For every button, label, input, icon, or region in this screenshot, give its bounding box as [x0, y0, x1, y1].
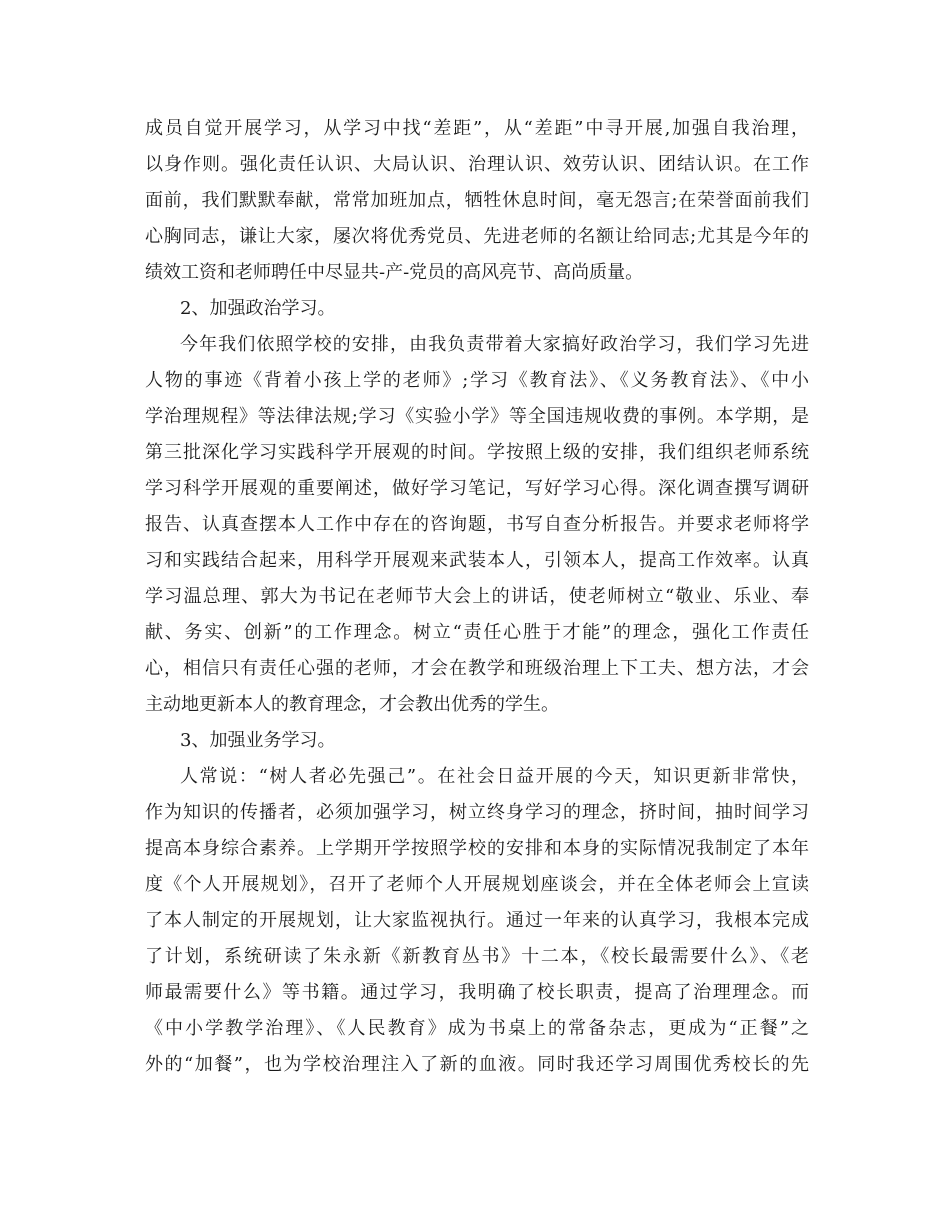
text-line: 了本人制定的开展规划，让大家监视执行。通过一年来的认真学习，我根本完成: [145, 910, 809, 931]
text-line: 作为知识的传播者，必须加强学习，树立终身学习的理念，挤时间，抽时间学习: [145, 802, 809, 823]
document-body: [145, 111, 809, 1083]
text-line: 师最需要什么》等书籍。通过学习，我明确了校长职责，提高了治理理念。而: [145, 982, 809, 1003]
text-line: 报告、认真查摆本人工作中存在的咨询题，书写自查分析报告。并要求老师将学: [145, 514, 809, 535]
text-line: 度《个人开展规划》，召开了老师个人开展规划座谈会，并在全体老师会上宣读: [145, 874, 809, 895]
text-line: 学治理规程》等法律法规;学习《实验小学》等全国违规收费的事例。本学期，是: [145, 406, 809, 427]
text-line: 面前，我们默默奉献，常常加班加点，牺牲休息时间，毫无怨言;在荣誉面前我们: [145, 190, 809, 211]
text-line: 外的“加餐”，也为学校治理注入了新的血液。同时我还学习周围优秀校长的先: [145, 1054, 809, 1075]
text-line: 心，相信只有责任心强的老师，才会在教学和班级治理上下工夫、想方法，才会: [145, 658, 809, 679]
text-line: 2、加强政治学习。: [180, 298, 336, 319]
text-line: 习和实践结合起来，用科学开展观来武装本人，引领本人，提高工作效率。认真: [145, 550, 809, 571]
text-line: 成员自觉开展学习，从学习中找“差距”，从“差距”中寻开展,加强自我治理，: [145, 118, 809, 139]
text-line: 绩效工资和老师聘任中尽显共-产-党员的高风亮节、高尚质量。: [145, 262, 644, 283]
text-line: 学习科学开展观的重要阐述，做好学习笔记，写好学习心得。深化调查撰写调研: [145, 478, 809, 499]
text-line: 人常说：“树人者必先强己”。在社会日益开展的今天，知识更新非常快，: [180, 766, 809, 787]
text-line: 心胸同志，谦让大家，屡次将优秀党员、先进老师的名额让给同志;尤其是今年的: [145, 226, 809, 247]
text-line: 献、务实、创新”的工作理念。树立“责任心胜于才能”的理念，强化工作责任: [145, 622, 809, 643]
text-line: 主动地更新本人的教育理念，才会教出优秀的学生。: [145, 694, 559, 715]
text-line: 第三批深化学习实践科学开展观的时间。学按照上级的安排，我们组织老师系统: [145, 442, 809, 463]
text-line: 以身作则。强化责任认识、大局认识、治理认识、效劳认识、团结认识。在工作: [145, 154, 809, 175]
text-line: 提高本身综合素养。上学期开学按照学校的安排和本身的实际情况我制定了本年: [145, 838, 809, 859]
text-line: 了计划，系统研读了朱永新《新教育丛书》十二本，《校长最需要什么》、《老: [145, 946, 809, 967]
text-line: 《中小学教学治理》、《人民教育》成为书桌上的常备杂志，更成为“正餐”之: [145, 1018, 809, 1039]
text-line: 3、加强业务学习。: [180, 730, 336, 751]
text-line: 学习温总理、郭大为书记在老师节大会上的讲话，使老师树立“敬业、乐业、奉: [145, 586, 809, 607]
text-line: 人物的事迹《背着小孩上学的老师》;学习《教育法》、《义务教育法》、《中小: [145, 370, 809, 391]
text-line: 今年我们依照学校的安排，由我负责带着大家搞好政治学习，我们学习先进: [180, 334, 809, 355]
